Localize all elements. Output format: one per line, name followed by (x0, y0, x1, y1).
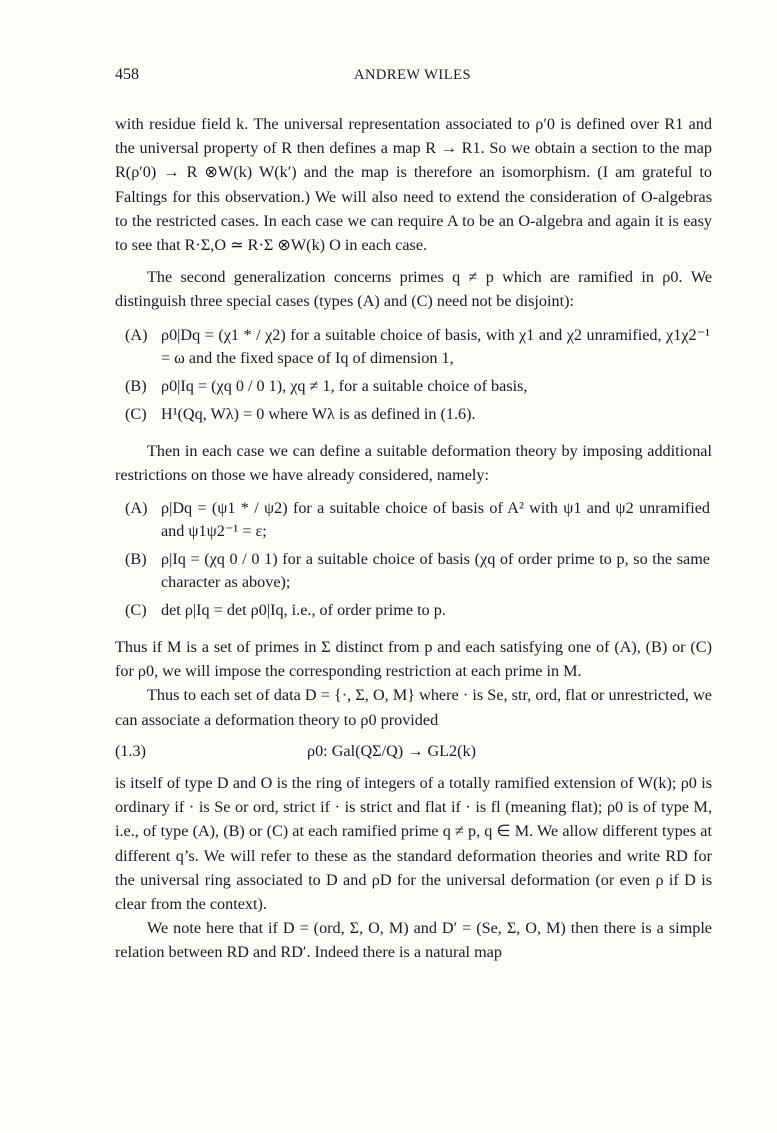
display-equation (115, 739, 712, 763)
paragraph-6: is itself of type D and O is the ring of integers of a totally ramified extension of W(k); ρ0 is ordinary if · is Se or ord, strict if · is strict and flat if · is fl (meaning flat); ρ0 is of type M, i.e., of type (A), (B) or (C) at each ramified prime q ≠ p, q ∈ M. We allow different types at different q’s. We will refer to these as the standard deformation theories and write RD for the universal ring associated to D and ρD for the universal deformation (or even ρ if D is clear from the context). (115, 774, 712, 914)
case-item (125, 497, 712, 543)
paragraph-7: We note here that if D = (ord, Σ, O, M) and D′ = (Se, Σ, O, M) then there is a simple relation between RD and RD′. Indeed there is a natural map (115, 919, 712, 962)
case-label: (C) (125, 601, 147, 620)
case-label: (A) (125, 499, 148, 518)
case-item (125, 599, 712, 622)
case-item (125, 324, 712, 370)
case-text: det ρ|Iq = det ρ0|Iq, i.e., of order prime to p. (161, 601, 446, 620)
case-text: ρ|Dq = (ψ1 * / ψ2) for a suitable choice of basis of A² with ψ1 and ψ2 unramified and ψ1ψ2⁻¹ = ε; (161, 499, 710, 541)
case-text: H¹(Qq, Wλ) = 0 where Wλ is as defined in (1.6). (161, 404, 476, 423)
page-header (115, 66, 710, 84)
page-number: 458 (115, 66, 139, 83)
paragraph-2: The second generalization concerns primes q ≠ p which are ramified in ρ0. We distinguish three special cases (types (A) and (C) need not be disjoint): (115, 268, 712, 311)
case-label: (B) (125, 550, 147, 569)
case-label: (B) (125, 376, 147, 395)
page-body (115, 112, 712, 965)
equation-number: (1.3) (115, 741, 147, 760)
case-item (125, 375, 712, 398)
case-text: ρ0|Iq = (χq 0 / 0 1), χq ≠ 1, for a suitable choice of basis, (161, 376, 528, 395)
running-title: ANDREW WILES (353, 67, 472, 83)
equation-content: ρ0: Gal(QΣ/Q) → GL2(k) (307, 741, 476, 760)
case-item (125, 548, 712, 594)
case-list-2 (115, 497, 712, 622)
paragraph-1: with residue field k. The universal representation associated to ρ′0 is defined over R1 and the universal property of R then defines a map R → R1. So we obtain a section to the map R(ρ′0) → R ⊗W(k) W(k′) and the map is therefore an isomorphism. (I am grateful to Faltings for this observation.) We will also need to extend the consideration of O-algebras to the restricted cases. In each case we can require A to be an O-algebra and again it is easy to see that R·Σ,O ≃ R·Σ ⊗W(k) O in each case. (115, 115, 712, 255)
paragraph-3: Then in each case we can define a suitable deformation theory by imposing additional restrictions on those we have already considered, namely: (115, 441, 712, 484)
paragraph-5: Thus to each set of data D = {·, Σ, O, M} where · is Se, str, ord, flat or unrestricted, we can associate a deformation theory to ρ0 provided (115, 686, 712, 729)
case-text: ρ|Iq = (χq 0 / 0 1) for a suitable choice of basis (χq of order prime to p, so the same character as above); (161, 550, 710, 592)
case-text: ρ0|Dq = (χ1 * / χ2) for a suitable choice of basis, with χ1 and χ2 unramified, χ1χ2⁻¹ = ω and the fixed space of Iq of dimension 1, (161, 325, 710, 367)
case-list-1 (115, 324, 712, 426)
case-label: (A) (125, 325, 148, 344)
case-item (125, 403, 712, 426)
case-label: (C) (125, 404, 147, 423)
paragraph-4: Thus if M is a set of primes in Σ distinct from p and each satisfying one of (A), (B) or (C) for ρ0, we will impose the corresponding restriction at each prime in M. (115, 638, 712, 681)
